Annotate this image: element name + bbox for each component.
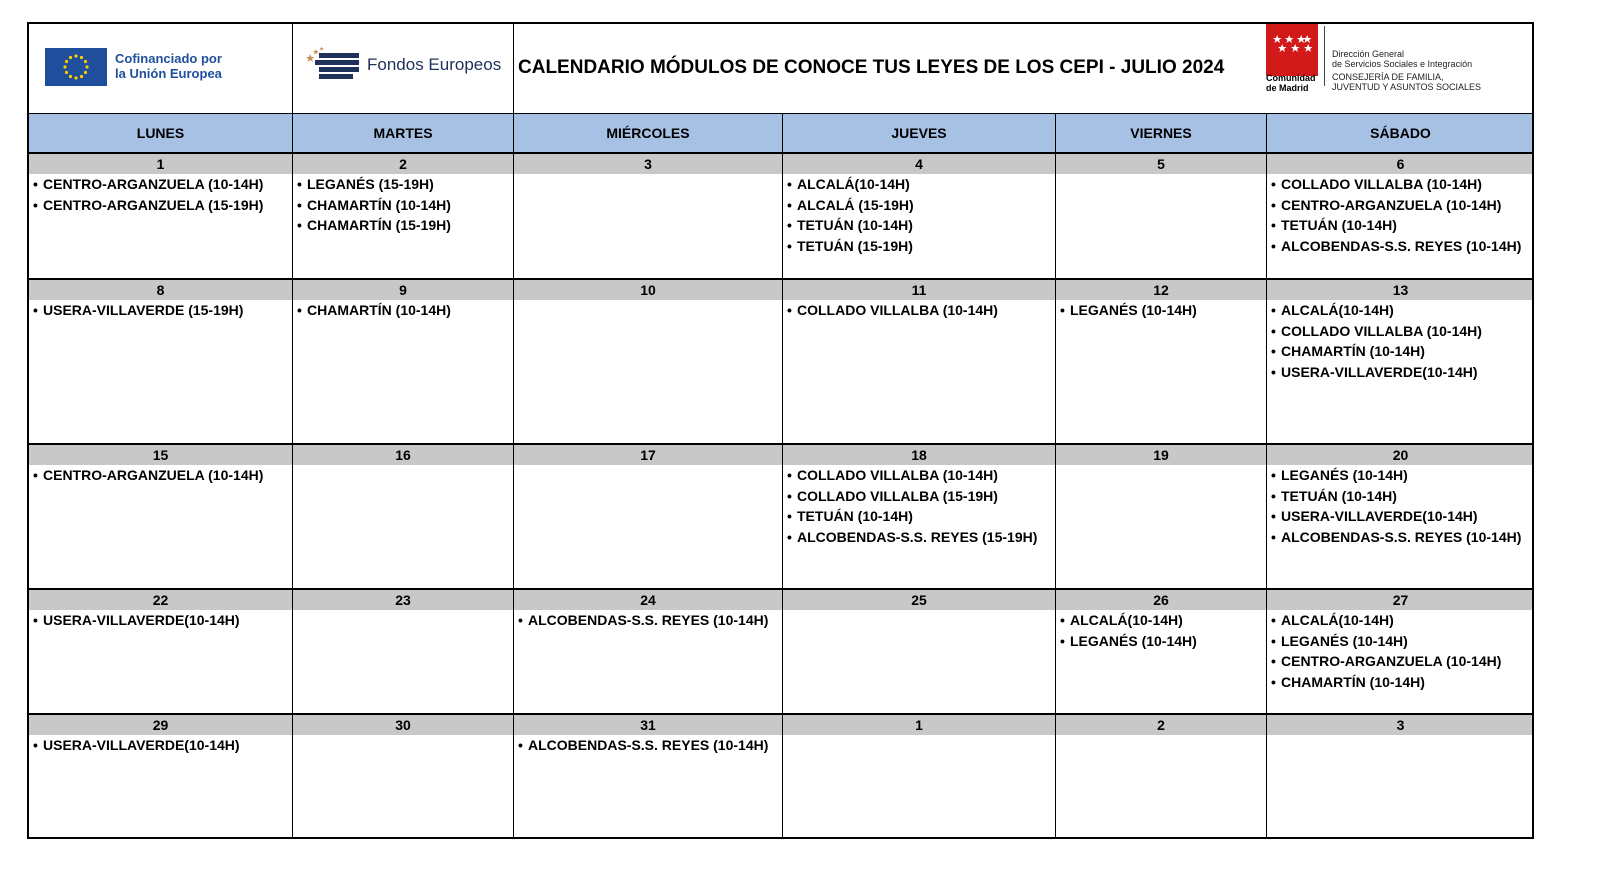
- event-item: [783, 527, 1055, 548]
- cm-divider: [1324, 26, 1325, 86]
- event-item: [1267, 631, 1534, 652]
- calendar-week-row: [29, 443, 1532, 588]
- calendar-day-cell: [1056, 445, 1267, 588]
- event-item: [783, 465, 1055, 486]
- bullet-icon: •: [1271, 653, 1276, 670]
- calendar-week-row: [29, 713, 1532, 837]
- day-number: 24: [640, 592, 656, 608]
- bullet-icon: •: [1271, 302, 1276, 318]
- day-number: 2: [1157, 717, 1165, 733]
- day-number: 13: [1392, 282, 1409, 298]
- bullet-icon: •: [787, 528, 792, 545]
- day-number: 8: [156, 282, 165, 298]
- event-item: [783, 215, 1055, 236]
- bullet-icon: •: [297, 196, 302, 213]
- event-label: ALCOBENDAS-S.S. REYES (15-19H): [797, 528, 1038, 545]
- event-label: ALCALÁ(10-14H): [1281, 302, 1394, 318]
- event-label: USERA-VILLAVERDE(10-14H): [1281, 363, 1478, 380]
- comunidad-madrid-block: [1266, 24, 1534, 113]
- calendar-day-cell: [514, 280, 783, 443]
- day-number: 10: [640, 282, 656, 298]
- eu-text-line1: Cofinanciado por: [115, 51, 222, 66]
- bullet-icon: •: [1060, 632, 1065, 649]
- bullet-icon: •: [297, 217, 302, 234]
- calendar-day-cell: [1056, 280, 1267, 443]
- event-label: ALCALÁ(10-14H): [797, 176, 910, 192]
- event-label: CHAMARTÍN (10-14H): [307, 196, 451, 213]
- bullet-icon: •: [33, 612, 38, 628]
- calendar-day-cell: [1267, 154, 1534, 278]
- calendar-day-cell: [514, 715, 783, 837]
- day-number: 22: [152, 592, 169, 608]
- day-number: 12: [1153, 282, 1169, 298]
- bullet-icon: •: [1271, 508, 1276, 525]
- bullet-icon: •: [1271, 632, 1276, 649]
- event-item: [514, 735, 782, 756]
- calendar-day-cell: [29, 154, 293, 278]
- event-label: CHAMARTÍN (10-14H): [1281, 673, 1425, 690]
- event-label: TETUÁN (10-14H): [1281, 217, 1397, 234]
- event-item: [1267, 215, 1534, 236]
- event-item: [1267, 651, 1534, 672]
- title-block: [514, 24, 1264, 113]
- bullet-icon: •: [787, 302, 792, 318]
- calendar-day-cell: [293, 715, 514, 837]
- eu-flag-icon: [45, 48, 107, 86]
- cm-dir-line3: CONSEJERÍA DE FAMILIA,: [1332, 72, 1444, 82]
- fondos-europeos-block: [293, 24, 514, 113]
- event-item: [783, 195, 1055, 216]
- calendar-day-cell: [1267, 445, 1534, 588]
- bullet-icon: •: [787, 508, 792, 525]
- cm-name-line2: de Madrid: [1266, 83, 1309, 93]
- event-label: CENTRO-ARGANZUELA (10-14H): [1281, 196, 1502, 213]
- event-item: [29, 195, 292, 216]
- calendar-sheet: [27, 22, 1534, 839]
- event-item: [293, 300, 513, 321]
- event-label: ALCOBENDAS-S.S. REYES (10-14H): [1281, 237, 1522, 254]
- event-label: LEGANÉS (10-14H): [1281, 467, 1408, 483]
- event-item: [1056, 610, 1266, 631]
- event-item: [1267, 506, 1534, 527]
- event-item: [1267, 362, 1534, 383]
- bullet-icon: •: [787, 217, 792, 234]
- event-label: ALCALÁ (15-19H): [797, 196, 914, 213]
- calendar-day-cell: [514, 445, 783, 588]
- day-number: 5: [1157, 156, 1165, 172]
- calendar-week-row: [29, 154, 1532, 278]
- bullet-icon: •: [1060, 612, 1065, 628]
- bullet-icon: •: [1271, 673, 1276, 690]
- event-label: TETUÁN (10-14H): [797, 217, 913, 234]
- day-number: 26: [1153, 592, 1169, 608]
- event-label: ALCOBENDAS-S.S. REYES (10-14H): [1281, 528, 1522, 545]
- day-number: 1: [915, 717, 923, 733]
- bullet-icon: •: [33, 737, 38, 753]
- day-number: 11: [911, 282, 927, 298]
- day-number: 18: [911, 447, 927, 463]
- event-item: [1267, 672, 1534, 693]
- bullet-icon: •: [787, 467, 792, 483]
- bullet-icon: •: [1271, 487, 1276, 504]
- event-label: ALCALÁ(10-14H): [1070, 612, 1183, 628]
- event-label: COLLADO VILLALBA (10-14H): [797, 467, 998, 483]
- event-item: [293, 195, 513, 216]
- calendar-day-cell: [783, 154, 1056, 278]
- bullet-icon: •: [518, 737, 523, 753]
- event-item: [29, 465, 292, 486]
- event-item: [1056, 631, 1266, 652]
- bullet-icon: •: [297, 176, 302, 192]
- comunidad-madrid-flag-icon: [1266, 24, 1318, 76]
- day-number: 25: [911, 592, 927, 608]
- event-item: [783, 174, 1055, 195]
- calendar-day-cell: [783, 715, 1056, 837]
- bullet-icon: •: [787, 176, 792, 192]
- weekday-header-row: [29, 114, 1532, 154]
- event-label: CENTRO-ARGANZUELA (15-19H): [43, 196, 264, 213]
- event-label: LEGANÉS (15-19H): [307, 176, 434, 192]
- bullet-icon: •: [1271, 467, 1276, 483]
- bullet-icon: •: [33, 196, 38, 213]
- event-label: LEGANÉS (10-14H): [1070, 302, 1197, 318]
- calendar-header: [29, 24, 1532, 114]
- bullet-icon: •: [518, 612, 523, 628]
- calendar-day-cell: [29, 590, 293, 713]
- day-number: 3: [1396, 717, 1405, 733]
- bullet-icon: •: [1271, 196, 1276, 213]
- event-item: [1267, 486, 1534, 507]
- calendar-week-row: [29, 588, 1532, 713]
- day-number: 3: [644, 156, 652, 172]
- day-number: 2: [399, 156, 407, 172]
- event-label: CHAMARTÍN (10-14H): [307, 302, 451, 318]
- event-label: CENTRO-ARGANZUELA (10-14H): [1281, 653, 1502, 670]
- event-label: USERA-VILLAVERDE(10-14H): [43, 737, 240, 753]
- eu-cofinanciado-text: [115, 51, 222, 81]
- calendar-day-cell: [1056, 590, 1267, 713]
- event-item: [1267, 236, 1534, 257]
- day-number: 4: [915, 156, 923, 172]
- event-item: [1267, 341, 1534, 362]
- calendar-day-cell: [1267, 280, 1534, 443]
- event-item: [293, 174, 513, 195]
- day-number: 6: [1396, 156, 1405, 172]
- calendar-day-cell: [293, 154, 514, 278]
- day-number: 29: [152, 717, 169, 733]
- event-label: USERA-VILLAVERDE (15-19H): [43, 302, 244, 318]
- event-label: TETUÁN (10-14H): [797, 508, 913, 525]
- day-number: 23: [395, 592, 411, 608]
- bullet-icon: •: [1060, 302, 1065, 318]
- day-number: 20: [1392, 447, 1409, 463]
- day-number: 30: [395, 717, 411, 733]
- eu-text-line2: la Unión Europea: [115, 66, 222, 81]
- event-label: COLLADO VILLALBA (10-14H): [797, 302, 998, 318]
- event-label: LEGANÉS (10-14H): [1070, 632, 1197, 649]
- event-label: CENTRO-ARGANZUELA (10-14H): [43, 467, 264, 483]
- calendar-day-cell: [1056, 715, 1267, 837]
- bullet-icon: •: [787, 487, 792, 504]
- calendar-day-cell: [29, 445, 293, 588]
- event-label: CHAMARTÍN (10-14H): [1281, 343, 1425, 360]
- bullet-icon: •: [1271, 322, 1276, 339]
- bullet-icon: •: [1271, 612, 1276, 628]
- event-item: [29, 735, 292, 756]
- cm-dir-line2: de Servicios Sociales e Integración: [1332, 59, 1473, 69]
- cm-dir-line4: JUVENTUD Y ASUNTOS SOCIALES: [1332, 82, 1482, 92]
- calendar-day-cell: [783, 280, 1056, 443]
- event-item: [1056, 300, 1266, 321]
- bullet-icon: •: [297, 302, 302, 318]
- event-label: ALCOBENDAS-S.S. REYES (10-14H): [528, 612, 769, 628]
- event-item: [1267, 465, 1534, 486]
- weekday-lunes: LUNES: [29, 114, 293, 152]
- event-label: ALCALÁ(10-14H): [1281, 612, 1394, 628]
- cm-dir-line1: Dirección General: [1332, 49, 1405, 59]
- event-item: [293, 215, 513, 236]
- weekday-martes: MARTES: [293, 114, 514, 152]
- event-label: CENTRO-ARGANZUELA (10-14H): [43, 176, 264, 192]
- weekday-sabado: SÁBADO: [1370, 125, 1431, 141]
- calendar-day-cell: [1267, 715, 1534, 837]
- event-label: USERA-VILLAVERDE(10-14H): [1281, 508, 1478, 525]
- bullet-icon: •: [1271, 217, 1276, 234]
- event-label: TETUÁN (10-14H): [1281, 487, 1397, 504]
- calendar-day-cell: [293, 280, 514, 443]
- event-label: USERA-VILLAVERDE(10-14H): [43, 612, 240, 628]
- day-number: 17: [640, 447, 656, 463]
- calendar-day-cell: [783, 445, 1056, 588]
- calendar-day-cell: [514, 590, 783, 713]
- calendar-day-cell: [293, 590, 514, 713]
- bullet-icon: •: [1271, 343, 1276, 360]
- calendar-day-cell: [29, 280, 293, 443]
- calendar-day-cell: [293, 445, 514, 588]
- event-item: [783, 506, 1055, 527]
- day-number: 9: [399, 282, 407, 298]
- day-number: 16: [395, 447, 411, 463]
- event-label: COLLADO VILLALBA (10-14H): [1281, 322, 1482, 339]
- fondos-europeos-text: Fondos Europeos: [367, 55, 502, 74]
- event-item: [1267, 321, 1534, 342]
- event-label: TETUÁN (15-19H): [797, 237, 913, 254]
- bullet-icon: •: [1271, 176, 1276, 192]
- event-label: COLLADO VILLALBA (15-19H): [797, 487, 998, 504]
- event-label: COLLADO VILLALBA (10-14H): [1281, 176, 1482, 192]
- bullet-icon: •: [787, 237, 792, 254]
- event-item: [783, 486, 1055, 507]
- bullet-icon: •: [33, 467, 38, 483]
- event-item: [29, 174, 292, 195]
- weekday-miercoles: MIÉRCOLES: [514, 114, 783, 152]
- weekday-jueves: JUEVES: [783, 114, 1056, 152]
- comunidad-madrid-name: [1266, 73, 1316, 93]
- fondos-europeos-icon: [305, 46, 363, 82]
- bullet-icon: •: [1271, 363, 1276, 380]
- bullet-icon: •: [787, 196, 792, 213]
- cm-direccion-text: [1332, 49, 1481, 92]
- day-number: 15: [152, 447, 169, 463]
- event-item: [1267, 174, 1534, 195]
- bullet-icon: •: [33, 176, 38, 192]
- event-item: [29, 610, 292, 631]
- event-item: [1267, 300, 1534, 321]
- page-title: CALENDARIO MÓDULOS DE CONOCE TUS LEYES DE LOS CEPI - JULIO 2024: [518, 57, 1225, 78]
- event-item: [783, 236, 1055, 257]
- bullet-icon: •: [1271, 237, 1276, 254]
- event-item: [1267, 195, 1534, 216]
- event-item: [783, 300, 1055, 321]
- bullet-icon: •: [1271, 528, 1276, 545]
- calendar-day-cell: [1056, 154, 1267, 278]
- day-number: 27: [1392, 592, 1409, 608]
- eu-logo-block: [29, 24, 293, 113]
- weekday-viernes: VIERNES: [1056, 114, 1267, 152]
- event-label: CHAMARTÍN (15-19H): [307, 217, 451, 234]
- event-item: [1267, 527, 1534, 548]
- event-item: [29, 300, 292, 321]
- event-item: [514, 610, 782, 631]
- calendar-week-row: [29, 278, 1532, 443]
- calendar-day-cell: [29, 715, 293, 837]
- calendar-day-cell: [514, 154, 783, 278]
- bullet-icon: •: [33, 302, 38, 318]
- day-number: 31: [640, 717, 656, 733]
- event-item: [1267, 610, 1534, 631]
- day-number: 1: [156, 156, 165, 172]
- event-label: LEGANÉS (10-14H): [1281, 632, 1408, 649]
- calendar-day-cell: [1267, 590, 1534, 713]
- event-label: ALCOBENDAS-S.S. REYES (10-14H): [528, 737, 769, 753]
- calendar-day-cell: [783, 590, 1056, 713]
- day-number: 19: [1153, 447, 1169, 463]
- cm-name-line1: Comunidad: [1266, 73, 1316, 83]
